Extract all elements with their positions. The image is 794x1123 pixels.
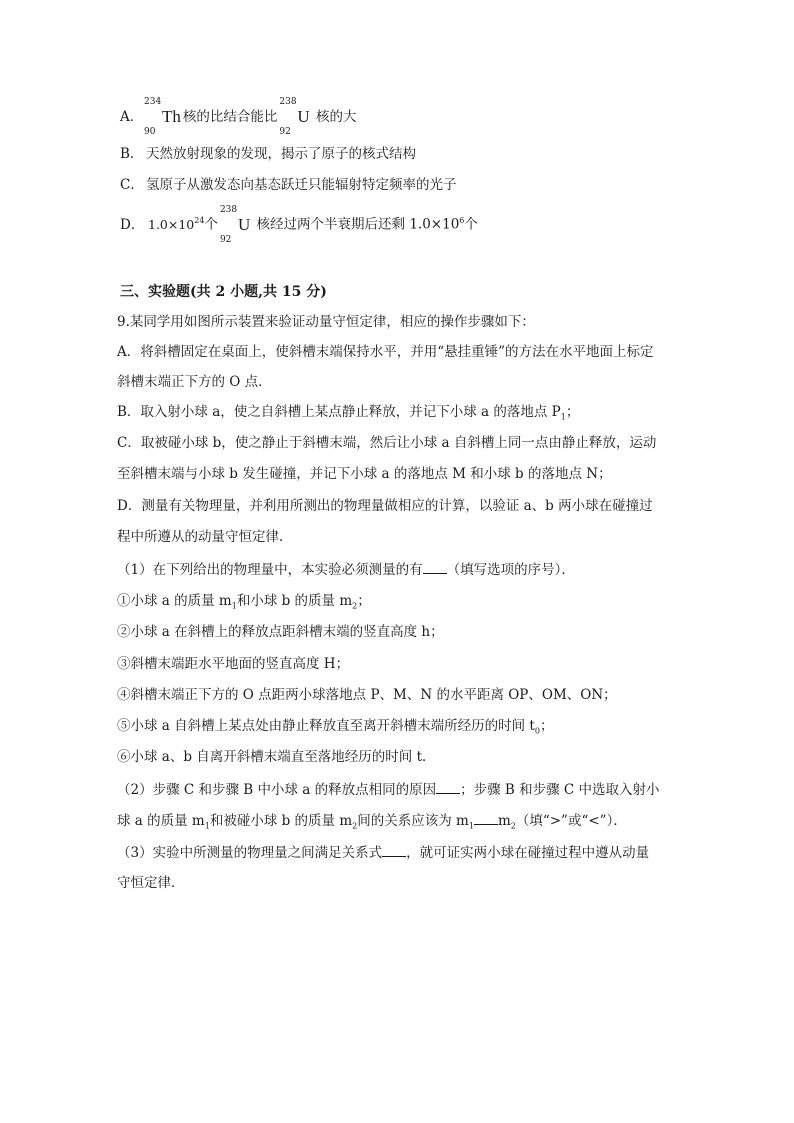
question-text: （2）步骤 C 和步骤 B 中小球 a 的释放点相同的原因: [117, 782, 437, 798]
option-text: 1.0×10: [148, 216, 195, 232]
option-letter: B．: [120, 146, 144, 162]
item-text: ；: [539, 718, 554, 734]
atomic-number: 90: [144, 127, 156, 137]
question-text: 和被碰小球 b 的质量 m: [209, 813, 353, 829]
option-text: 核的比结合能比: [182, 109, 278, 125]
uranium-nuclide: [219, 204, 251, 245]
answer-blank[interactable]: [474, 810, 498, 825]
subscript: 2: [352, 821, 358, 831]
question-intro: 9.某同学用如图所示装置来验证动量守恒定律，相应的操作步骤如下：: [117, 314, 535, 330]
atomic-number: 92: [219, 234, 232, 245]
subscript: 1: [204, 821, 210, 831]
item-text: ⑤小球 a 自斜槽上某点处由静止释放直至离开斜槽末端所经历的时间 t: [117, 718, 535, 734]
step-text: ；: [565, 404, 580, 420]
option-letter: D．: [120, 216, 145, 233]
element-symbol: Th: [162, 107, 181, 126]
option-text: 氢原子从激发态向基态跃迁只能辐射特定频率的光子: [146, 177, 457, 193]
answer-blank[interactable]: [423, 559, 447, 574]
option-letter: A．: [120, 109, 144, 125]
item-text: 和小球 b 的质量 m: [236, 593, 353, 609]
part-3-line2: 守恒定律．: [117, 875, 185, 891]
subscript: 2: [510, 821, 516, 831]
step-c-line2: 至斜槽末端与小球 b 发生碰撞，并记下小球 a 的落地点 M 和小球 b 的落地点 N；: [117, 466, 612, 482]
element-symbol: U: [237, 214, 251, 234]
mass-number: 238: [279, 97, 297, 107]
element-symbol: U: [297, 107, 310, 126]
option-text: 核经过两个半衰期后还剩 1.0×10: [256, 216, 460, 233]
option-text: 天然放射现象的发现，揭示了原子的核式结构: [146, 146, 416, 162]
item-4: ④斜槽末端正下方的 O 点距两小球落地点 P、M、N 的水平距离 OP、OM、ON；: [117, 687, 617, 703]
thorium-nuclide: [144, 97, 181, 137]
step-a-line1: A．将斜槽固定在桌面上，使斜槽末端保持水平，并用“悬挂重锤”的方法在水平地面上标定: [117, 344, 654, 360]
uranium-nuclide: [279, 97, 310, 137]
subscript: 1: [231, 601, 237, 611]
step-d-line1: D．测量有关物理量，并利用所测出的物理量做相应的计算，以验证 a、b 两小球在碰撞过: [117, 498, 653, 514]
answer-blank[interactable]: [382, 842, 406, 857]
step-d-line2: 程中所遵从的动量守恒定律．: [117, 529, 293, 545]
question-text: （1）在下列给出的物理量中，本实验必须测量的有: [117, 562, 423, 578]
item-3: ③斜槽末端距水平地面的竖直高度 H；: [117, 656, 350, 672]
question-text: 球 a 的质量 m: [117, 813, 205, 829]
item-6: ⑥小球 a、b 自离开斜槽末端直至落地经历的时间 t．: [117, 749, 436, 765]
question-text: （填写选项的序号）．: [446, 562, 575, 578]
subscript: 1: [468, 821, 474, 831]
option-b: [120, 144, 416, 164]
section-title: 三、实验题(共 2 小题,共 15 分): [120, 284, 327, 300]
part-1-question: [117, 559, 575, 580]
option-text: 个: [464, 216, 478, 233]
subscript: 0: [534, 726, 540, 736]
option-text: 核的大: [315, 109, 357, 125]
question-text: m: [497, 813, 511, 829]
option-letter: C．: [120, 177, 144, 193]
question-text: 间的关系应该为 m: [357, 813, 469, 829]
item-text: ；: [357, 593, 371, 609]
step-c-line1: C．取被碰小球 b，使之静止于斜槽末端，然后让小球 a 自斜槽上同一点由静止释放，运动: [117, 435, 657, 451]
item-5: [117, 716, 553, 742]
question-text: ；步骤 B 和步骤 C 中选取入射小: [460, 782, 660, 798]
option-c: [120, 175, 457, 195]
option-text: 个: [204, 216, 218, 233]
atomic-number: 92: [279, 127, 291, 137]
subscript: 1: [560, 412, 566, 422]
item-text: ①小球 a 的质量 m: [117, 593, 232, 609]
item-1: [117, 591, 371, 617]
step-b: [117, 402, 579, 428]
part-2-line2: [117, 810, 627, 837]
mass-number: 238: [219, 204, 238, 215]
step-a-line2: 斜槽末端正下方的 O 点．: [117, 374, 272, 390]
step-text: B．取入射小球 a，使之自斜槽上某点静止释放，并记下小球 a 的落地点 P: [117, 404, 561, 420]
answer-blank[interactable]: [436, 779, 460, 794]
part-3-line1: [117, 842, 649, 863]
mass-number: 234: [144, 97, 162, 107]
option-a: [120, 97, 357, 137]
item-2: ②小球 a 在斜槽上的释放点距斜槽末端的竖直高度 h；: [117, 624, 444, 640]
exponent: 6: [459, 216, 465, 225]
subscript: 2: [352, 601, 358, 611]
question-text: （填“>”或“<”）．: [515, 813, 627, 829]
part-2-line1: [117, 779, 660, 800]
question-text: （3）实验中所测量的物理量之间满足关系式: [117, 845, 383, 861]
question-text: ，就可证实两小球在碰撞过程中遵从动量: [406, 845, 650, 861]
exponent: 24: [194, 216, 205, 225]
option-d: [120, 204, 478, 245]
